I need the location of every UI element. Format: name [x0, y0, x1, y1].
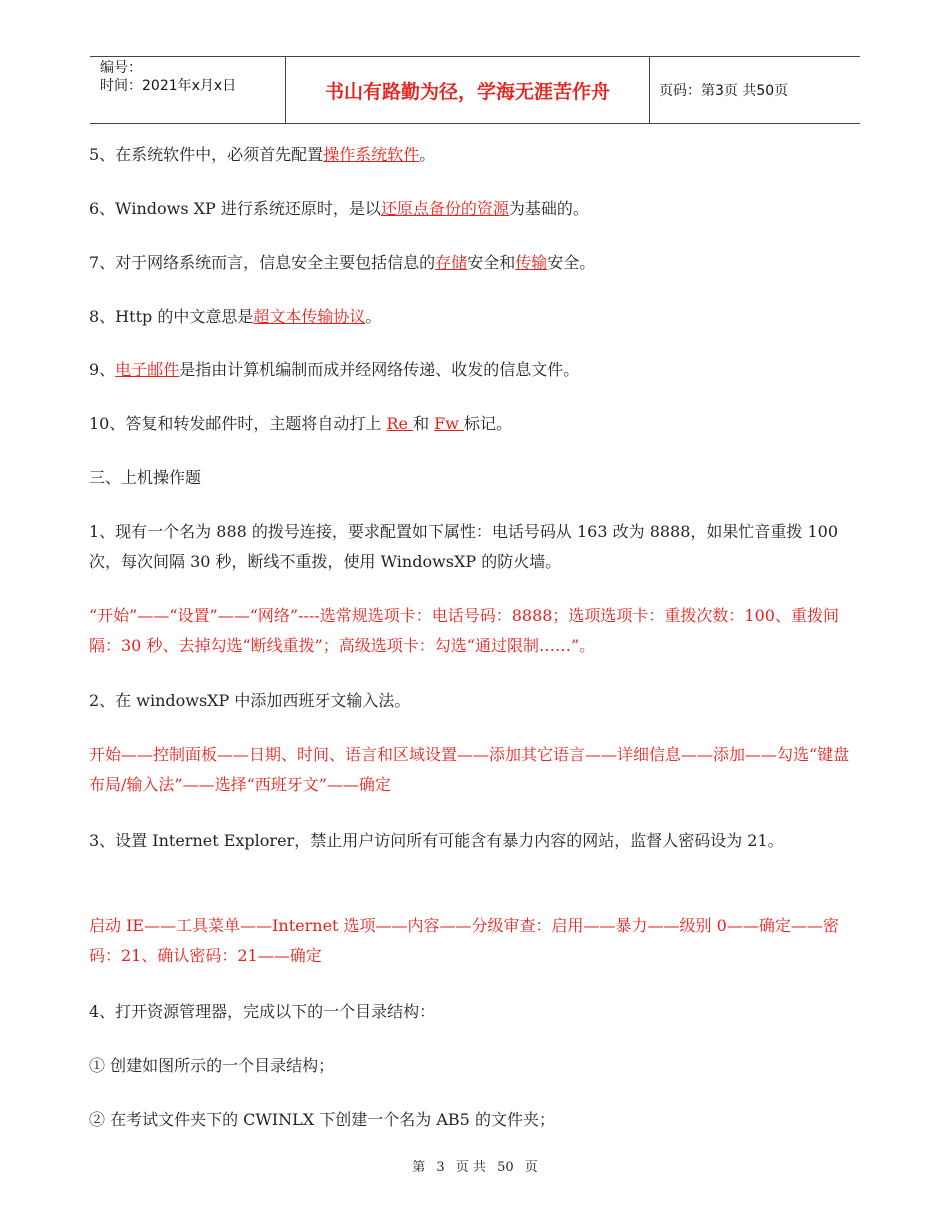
question-10 [89, 409, 864, 439]
header-meta [90, 57, 286, 123]
question-text: 9、 [89, 360, 116, 379]
question-text: 是指由计算机编制而成并经网络传递、收发的信息文件。 [179, 360, 580, 379]
answer-text: 电子邮件 [115, 360, 180, 379]
question-7 [89, 248, 864, 278]
question-text: 8、Http 的中文意思是 [89, 307, 254, 326]
question-text: 。 [419, 145, 436, 164]
page-footer [0, 1156, 950, 1175]
header-table [90, 56, 860, 124]
header-motto: 书山有路勤为径，学海无涯苦作舟 [286, 57, 650, 123]
question-text: 标记。 [464, 414, 513, 433]
date-label: 时间：2021年x月x日 [100, 78, 237, 94]
question-text: 。 [365, 307, 382, 326]
answer-text: Re [386, 414, 414, 433]
question-text: 10、答复和转发邮件时，主题将自动打上 [89, 414, 387, 433]
operation-4-step-2: ② 在考试文件夹下的 CWINLX 下创建一个名为 AB5 的文件夹； [89, 1110, 555, 1129]
footer-total-pages: 50 [497, 1160, 514, 1175]
section-heading: 三、上机操作题 [89, 468, 202, 487]
question-text: 5、在系统软件中，必须首先配置 [89, 145, 324, 164]
footer-label: 页 [524, 1160, 538, 1175]
question-5 [89, 140, 864, 170]
operation-1-answer: “开始”——“设置”——“网络”----选常规选项卡：电话号码：8888；选项选项卡：重拨次数：100、重拨间隔：30 秒、去掉勾选“断线重拨”；高级选项卡：勾选“通过限制……”。 [89, 606, 839, 655]
answer-text: 还原点备份的资源 [380, 199, 509, 218]
operation-3-answer: 启动 IE——工具菜单——Internet 选项——内容——分级审查：启用——暴力——级别 0——确定——密码：21、确认密码：21——确定 [89, 916, 839, 965]
footer-label: 页 共 [455, 1160, 486, 1175]
question-9 [89, 355, 864, 385]
footer-label: 第 [412, 1160, 426, 1175]
operation-4-step-1: ① 创建如图所示的一个目录结构； [89, 1056, 335, 1075]
operation-2-answer: 开始——控制面板——日期、时间、语言和区域设置——添加其它语言——详细信息——添加——勾选“键盘布局/输入法”——选择“西班牙文”——确定 [89, 745, 850, 794]
question-6 [89, 194, 864, 224]
question-text: 为基础的。 [508, 199, 589, 218]
operation-1-question: 1、现有一个名为 888 的拨号连接，要求配置如下属性：电话号码从 163 改为 8888，如果忙音重拨 100 次，每次间隔 30 秒，断线不重拨，使用 WindowsXP 的防火墙。 [89, 522, 839, 571]
answer-text: 超文本传输协议 [253, 307, 366, 326]
answer-text: Fw [434, 414, 465, 433]
serial-label: 编号： [100, 60, 142, 76]
question-8 [89, 302, 864, 332]
operation-4-question: 4、打开资源管理器，完成以下的一个目录结构： [89, 1002, 436, 1021]
question-text: 和 [413, 414, 435, 433]
question-text: 安全和 [467, 253, 516, 272]
operation-3-question: 3、设置 Internet Explorer，禁止用户访问所有可能含有暴力内容的网站，监督人密码设为 21。 [89, 831, 784, 850]
footer-page-number: 3 [436, 1160, 445, 1175]
question-text: 安全。 [547, 253, 596, 272]
question-text: 7、对于网络系统而言，信息安全主要包括信息的 [89, 253, 436, 272]
question-text: 6、Windows XP 进行系统还原时，是以 [89, 199, 381, 218]
answer-text: 存储 [435, 253, 468, 272]
answer-text: 操作系统软件 [323, 145, 420, 164]
header-page-info: 页码：第3页 共50页 [659, 83, 789, 99]
operation-2-question: 2、在 windowsXP 中添加西班牙文输入法。 [89, 691, 411, 710]
answer-text: 传输 [515, 253, 548, 272]
